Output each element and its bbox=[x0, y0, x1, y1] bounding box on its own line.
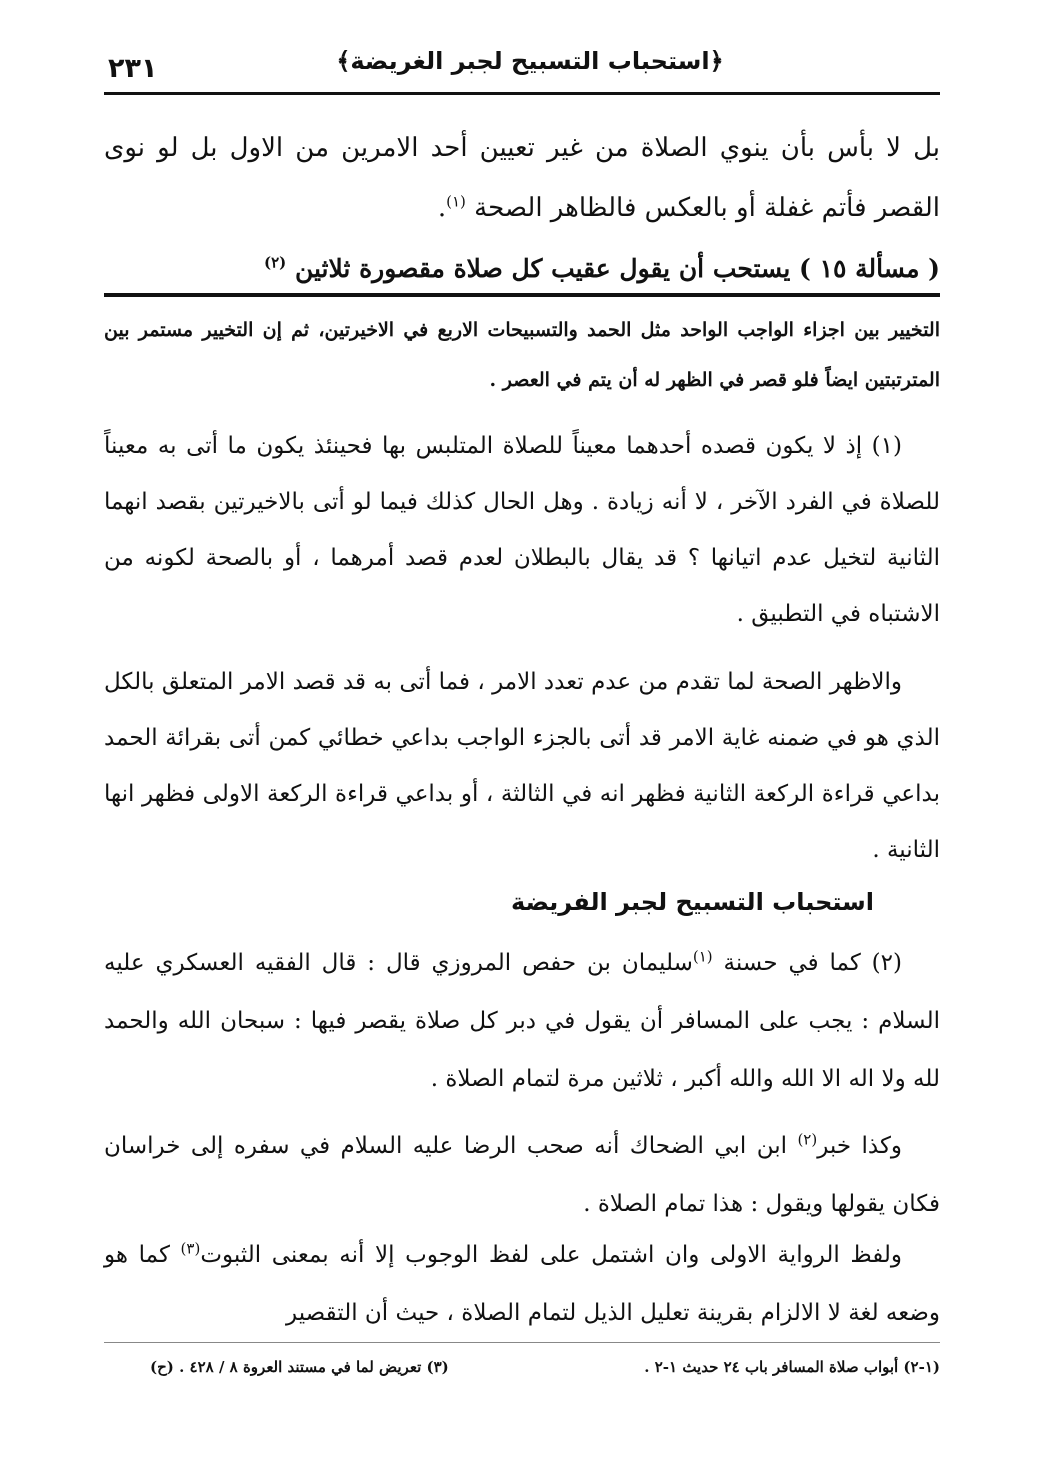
commentary-paragraph-5 bbox=[104, 1226, 940, 1342]
commentary-note-1 bbox=[104, 418, 940, 642]
section-heading: استحباب التسبيح لجبر الفريضة bbox=[511, 888, 874, 916]
footnote-continuation: التخيير بين اجزاء الواجب الواحد مثل الحمد والتسبيحات الاربع في الاخيرتين، ثم إن التخيير مستمر بين المترتبتين ايضاً فلو قصر في الظهر له أن يتم في العصر . bbox=[104, 319, 940, 391]
commentary-note-2-ref: (١) bbox=[692, 947, 713, 966]
main-text-paragraph bbox=[104, 118, 940, 238]
header-divider bbox=[104, 92, 940, 95]
footnote-3: (٣) تعريض لما في مستند العروة ٨ / ٤٢٨ . (ح) bbox=[150, 1358, 449, 1376]
commentary-note-2 bbox=[104, 934, 940, 1108]
commentary-paragraph-2 bbox=[104, 654, 940, 878]
main-text-footnote-ref: (١) bbox=[446, 192, 466, 211]
footnote-1-2: (١-٢) أبواب صلاة المسافر باب ٢٤ حديث ١-٢ . bbox=[644, 1358, 940, 1376]
main-text-footnote-divider bbox=[104, 293, 940, 297]
commentary-note-2-after-ref: سليمان بن حفص المروزي قال : قال الفقيه العسكري عليه السلام : يجب على المسافر أن يقول في دبر كل صلاة يقصر فيها : سبحان الله والحمد لله ولا اله الا الله والله أكبر ، ثلاثين مرة لتمام الصلاة . bbox=[104, 950, 940, 1092]
footnote-divider bbox=[104, 1342, 940, 1343]
main-text-period: . bbox=[437, 193, 447, 223]
commentary-paragraph-5-ref: (٣) bbox=[180, 1239, 201, 1258]
page-number: ٢٣١ bbox=[108, 53, 158, 84]
commentary-note-2-before-ref: (٢) كما في حسنة bbox=[723, 950, 902, 976]
issue-15-text: ( مسألة ١٥ ) يستحب أن يقول عقيب كل صلاة مقصورة ثلاثين bbox=[294, 254, 940, 283]
running-header-title: ﴿استحباب التسبيح لجبر الغريضة﴾ bbox=[336, 47, 724, 75]
commentary-paragraph-2-text: والاظهر الصحة لما تقدم من عدم تعدد الامر ، فما أتى به قد قصد الامر المتعلق بالكل الذي هو في ضمنه غاية الامر قد أتى بالجزء الواجب بداعي خطائي كمن أتى بقرائة الحمد بداعي قراءة الركعة الثانية فظهر انه في الثالثة ، أو بداعي قراءة الركعة الاولى فظهر انها الثانية . bbox=[104, 669, 940, 863]
commentary-paragraph-4-before-ref: وكذا خبر bbox=[817, 1133, 903, 1159]
commentary-paragraph-4-after-ref: ابن ابي الضحاك أنه صحب الرضا عليه السلام في سفره إلى خراسان فكان يقولها ويقول : هذا تمام الصلاة . bbox=[104, 1133, 940, 1217]
issue-15-footnote-ref: (٢) bbox=[263, 253, 287, 272]
commentary-note-1-text: (١) إذ لا يكون قصده أحدهما معيناً للصلاة المتلبس بها فحينئذ يكون ما أتى به معيناً للصلاة في الفرد الآخر ، لا أنه زيادة . وهل الحال كذلك فيما لو أتى بالاخيرتين بقصد انهما الثانية لتخيل عدم اتيانها ؟ قد يقال بالبطلان لعدم قصد أمرهما ، أو بالصحة لكونه من الاشتباه في التطبيق . bbox=[104, 433, 940, 627]
commentary-paragraph-5-before-ref: ولفظ الرواية الاولى وان اشتمل على لفظ الوجوب إلا أنه بمعنى الثبوت bbox=[200, 1242, 902, 1268]
commentary-paragraph-4 bbox=[104, 1117, 940, 1233]
footnotes bbox=[150, 1350, 940, 1384]
main-text-body: بل لا بأس بأن ينوي الصلاة من غير تعيين أحد الامرين من الاول بل لو نوى القصر فأتم غفلة أو بالعكس فالظاهر الصحة bbox=[104, 133, 940, 223]
commentary-paragraph-5-after-ref: كما هو وضعه لغة لا الالزام بقرينة تعليل الذيل لتمام الصلاة ، حيث أن التقصير bbox=[104, 1242, 940, 1326]
commentary-paragraph-4-ref: (٢) bbox=[797, 1130, 818, 1149]
issue-15-line bbox=[104, 240, 940, 298]
